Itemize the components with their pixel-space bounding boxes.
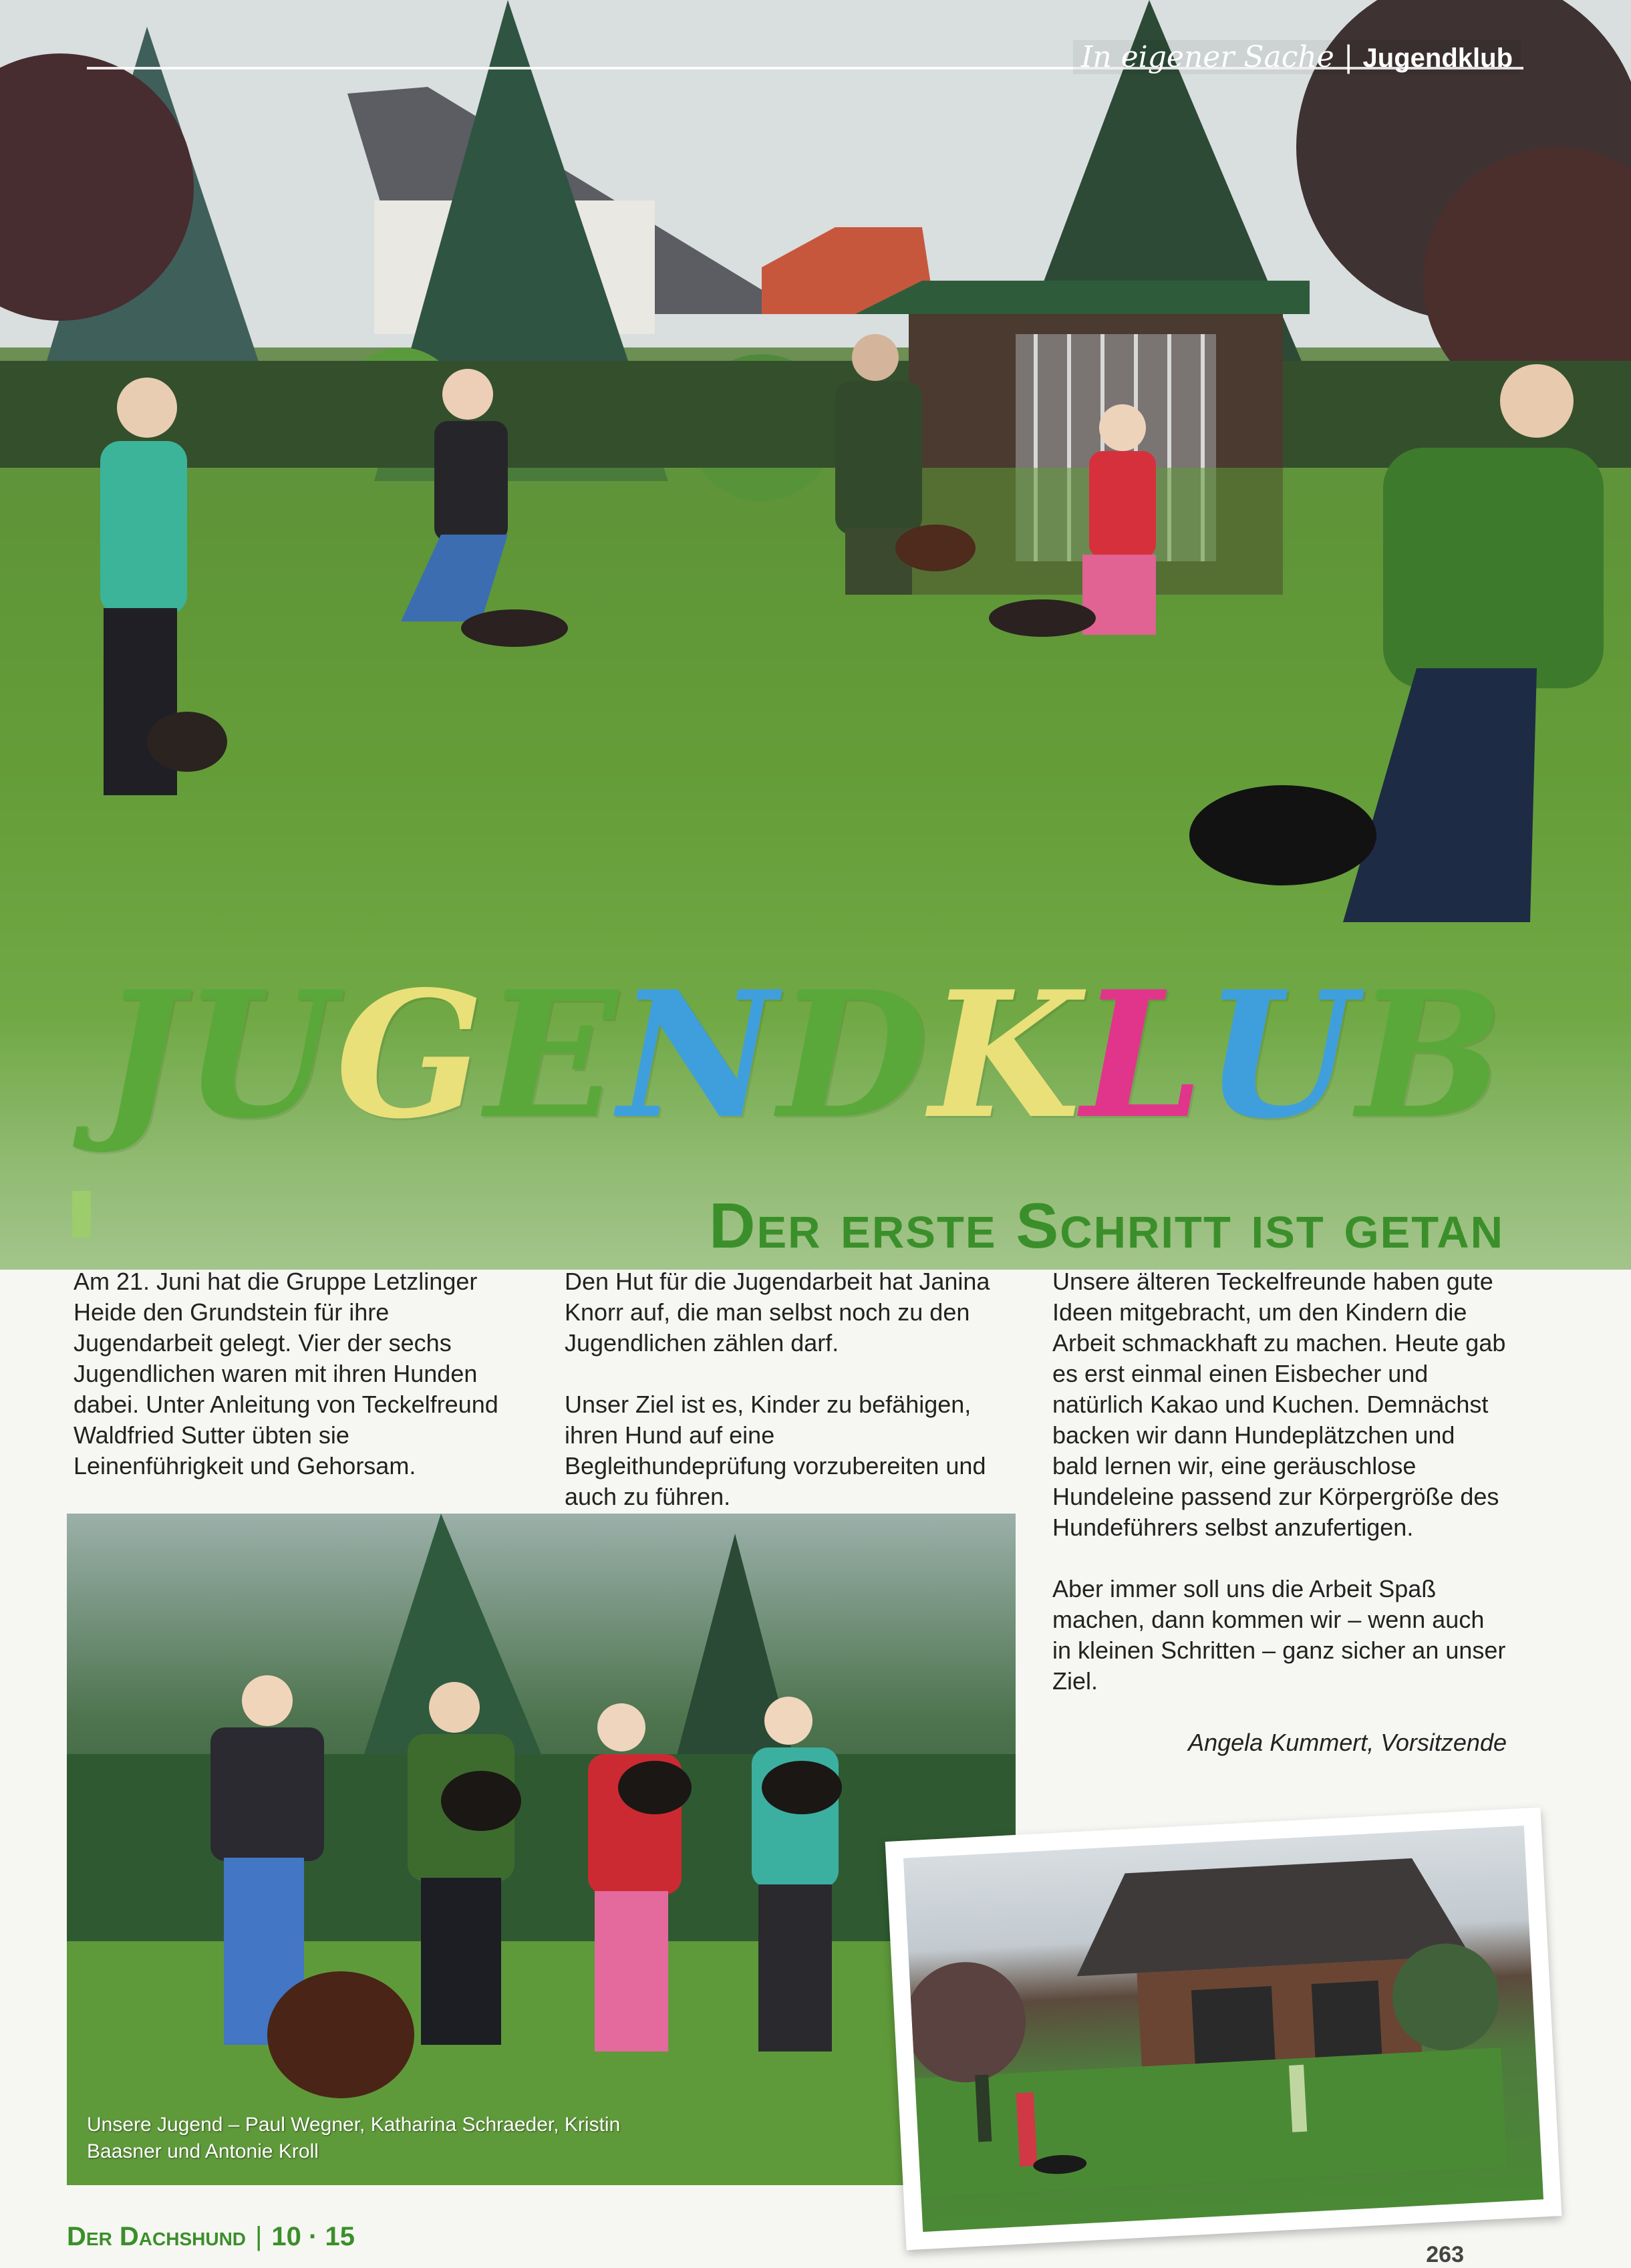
title-letter: B [1356,954,1503,1157]
article-headline: Der erste Schritt ist getan [709,1190,1504,1262]
group-photo [67,1514,1016,2185]
title-letter: L [1081,954,1203,1157]
jugendklub-title-art [100,956,1503,1156]
title-letter: K [929,954,1080,1157]
section-tag: In eigener Sache | Jugendklub [1073,40,1521,74]
text-column-3 [1052,1266,1507,1758]
paragraph: Unser Ziel ist es, Kinder zu befähigen, ihren Hund auf eine Begleithundeprüfung vorzubereiten und auch zu führen. [565,1391,986,1510]
footer: Der Dachshund | 10 · 15 [67,2222,355,2251]
title-letter: D [778,954,929,1157]
paragraph: Am 21. Juni hat die Gruppe Letzlinger Heide den Grundstein für ihre Jugendarbeit gelegt. Vier der sechs Jugendlichen waren mit ihren Hunden dabei. Unter Anleitung von Teckelfreund Waldfried Sutter übten sie Leinenführigkeit und Gehorsam. [73,1268,498,1479]
text-column-1 [73,1266,501,1512]
title-letter: E [484,954,617,1157]
paragraph: Unsere älteren Teckelfreunde haben gute Ideen mitgebracht, um den Kindern die Arbeit schmackhaft zu machen. Heute gab es erst einmal einen Eisbecher und natürlich Kakao und Kuchen. Demnächst backen wir dann Hundeplätzchen und bald lernen wir, eine geräuschlose Hundeleine passend zur Körpergröße des Hundeführers selbst anzufertigen. [1052,1268,1506,1541]
author-signature: Angela Kummert, Vorsitzende [1188,1729,1507,1756]
title-letter: G [335,954,484,1157]
title-letter: J [100,954,183,1157]
paragraph: Den Hut für die Jugendarbeit hat Janina Knorr auf, die man selbst noch zu den Jugendlichen zählen darf. [565,1268,990,1357]
section-label: In eigener Sache [1080,40,1334,74]
magazine-name: Der Dachshund [67,2222,247,2251]
house-photo [885,1808,1562,2251]
title-letter: U [1204,954,1356,1157]
accent-bar [72,1191,91,1238]
title-letter: N [618,954,777,1157]
photo-caption: Unsere Jugend – Paul Wegner, Katharina Schraeder, Kristin Baasner und Antonie Kroll [87,2114,621,2162]
title-letter: U [183,954,335,1157]
text-column-2 [565,1266,992,1543]
category-label: Jugendklub [1362,43,1513,73]
issue-number: 10 · 15 [271,2222,355,2251]
page-number: 263 [1426,2242,1464,2267]
paragraph: Aber immer soll uns die Arbeit Spaß machen, dann kommen wir – wenn auch in kleinen Schritten – ganz sicher an unser Ziel. [1052,1575,1506,1695]
